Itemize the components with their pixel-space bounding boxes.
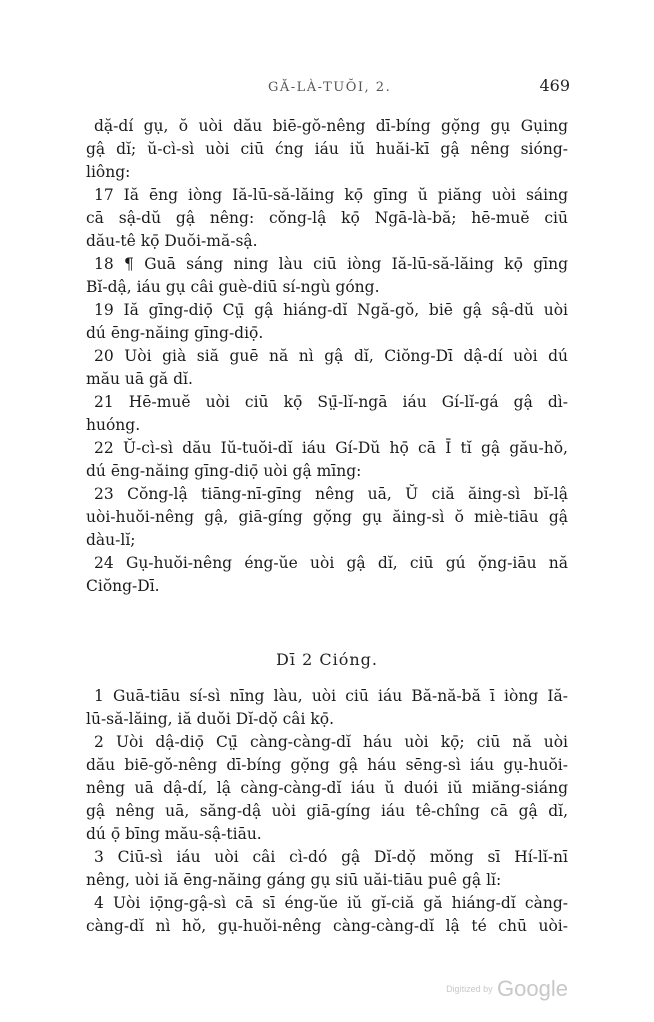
text-line: cā sậ-dŭ gậ nêng: cŏng-lậ kọ̄ Ngā-là-bă; hē-muĕ ciū (86, 209, 568, 227)
verse-start-line: 20 Uòi già siă guē nă nì gậ dĭ, Ciŏng-Dī dậ-dí uòi dú (94, 347, 568, 365)
chapter-1-text (86, 115, 568, 598)
verse-start-line: 22 Ŭ-cì-sì dău Iŭ-tuŏi-dĭ iáu Gí-Dŭ họ̄ cā Ī tĭ gậ gău-hŏ, (94, 439, 568, 457)
verse-start-line: 18 ¶ Guā sáng ning làu ciū iòng Iă-lū-să-lăing kọ̄ gīng (94, 255, 568, 273)
watermark-prefix: Digitized by (446, 984, 493, 994)
verse-start-line: 24 Gụ-huŏi-nêng éng-ŭe uòi gậ dĭ, ciū gú ọ̆ng-iāu nă (94, 554, 568, 572)
verse-start-line: 21 Hē-muĕ uòi ciū kọ̄ Sṳ̄-lĭ-ngā iáu Gí-lĭ-gá gậ dì- (94, 393, 568, 411)
text-line: dău biē-gŏ-nêng dī-bíng gọ̆ng gậ háu sēng-sì iáu gụ-huŏi- (86, 756, 568, 774)
chapter-2-text (86, 685, 568, 938)
verse-start-line: 17 Iă ēng iòng Iă-lū-să-lăing kọ̄ gīng ŭ piăng uòi sáing (94, 186, 568, 204)
text-line: gậ dĭ; ŭ-cì-sì uòi ciū ćng iáu iŭ huăi-kī gậ nêng sióng- (86, 140, 568, 158)
verse-start-line: 1 Guā-tiāu sí-sì nīng làu, uòi ciū iáu Bă-nă-bă ī iòng Iă- (94, 687, 568, 705)
text-line: Bĭ-dậ, iáu gụ câi guè-diū sí-ngù góng. (86, 278, 380, 296)
text-line: mău uā gă dĭ. (86, 370, 193, 388)
chapter-heading: Dī 2 Cióng. (276, 650, 378, 669)
text-line: dú ēng-năing gīng-diọ̄. (86, 324, 264, 342)
verse-start-line: 19 Iă gīng-diọ̄ Cṳ̄ gậ hiáng-dĭ Ngă-gŏ, biē gậ sậ-dŭ uòi (94, 301, 568, 319)
text-line: dàu-lĭ; (86, 531, 136, 549)
text-line: dặ-dí gụ, ŏ uòi dău biē-gŏ-nêng dī-bíng gọ̆ng gụ Gụing (94, 117, 568, 135)
text-line: uòi-huŏi-nêng gậ, giā-gíng gọ̆ng gụ ăing-sì ŏ miè-tiāu gậ (86, 508, 568, 526)
page-number: 469 (539, 76, 570, 95)
text-line: Ciŏng-Dī. (86, 577, 160, 595)
running-head: GĂ-LÀ-TUŎI, 2. (268, 80, 392, 95)
google-logo: Google (497, 976, 568, 1001)
verse-start-line: 4 Uòi iọ̄ng-gậ-sì cā sī éng-ŭe iŭ gĭ-ciă gă hiáng-dĭ càng- (94, 894, 568, 912)
text-line: dú ọ̄ bīng mău-sậ-tiāu. (86, 825, 262, 843)
text-line: lū-să-lăing, iă duŏi Dĭ-dọ̆ câi kọ̄. (86, 710, 335, 728)
text-line: nêng uā dậ-dí, lậ càng-càng-dĭ iáu ŭ duói iŭ miăng-siáng (86, 779, 568, 797)
text-line: huóng. (86, 416, 141, 434)
text-line: gậ nêng uā, săng-dậ uòi giā-gíng iáu tê-chîng cā gậ dĭ, (86, 802, 568, 820)
text-line: dău-tê kọ̄ Duŏi-mă-sậ. (86, 232, 258, 250)
digitized-watermark (446, 976, 568, 1002)
text-line: dú ēng-năing gīng-diọ̄ uòi gậ mīng: (86, 462, 362, 480)
verse-start-line: 2 Uòi dậ-diọ̄ Cṳ̄ càng-càng-dĭ háu uòi kọ̄; ciū nă uòi (94, 733, 568, 751)
text-line: nêng, uòi iă ēng-năing gáng gụ siū uăi-tiāu puê gậ lĭ: (86, 871, 502, 889)
text-line: liông: (86, 163, 131, 181)
text-line: càng-dĭ nì hŏ, gụ-huŏi-nêng càng-càng-dĭ lậ té chū uòi- (86, 917, 568, 935)
verse-start-line: 23 Cŏng-lậ tiāng-nī-gīng nêng uā, Ŭ ciă ăing-sì bĭ-lậ (94, 485, 568, 503)
verse-start-line: 3 Ciū-sì iáu uòi câi cì-dó gậ Dĭ-dọ̆ mŏng sī Hí-lĭ-nī (94, 848, 568, 866)
